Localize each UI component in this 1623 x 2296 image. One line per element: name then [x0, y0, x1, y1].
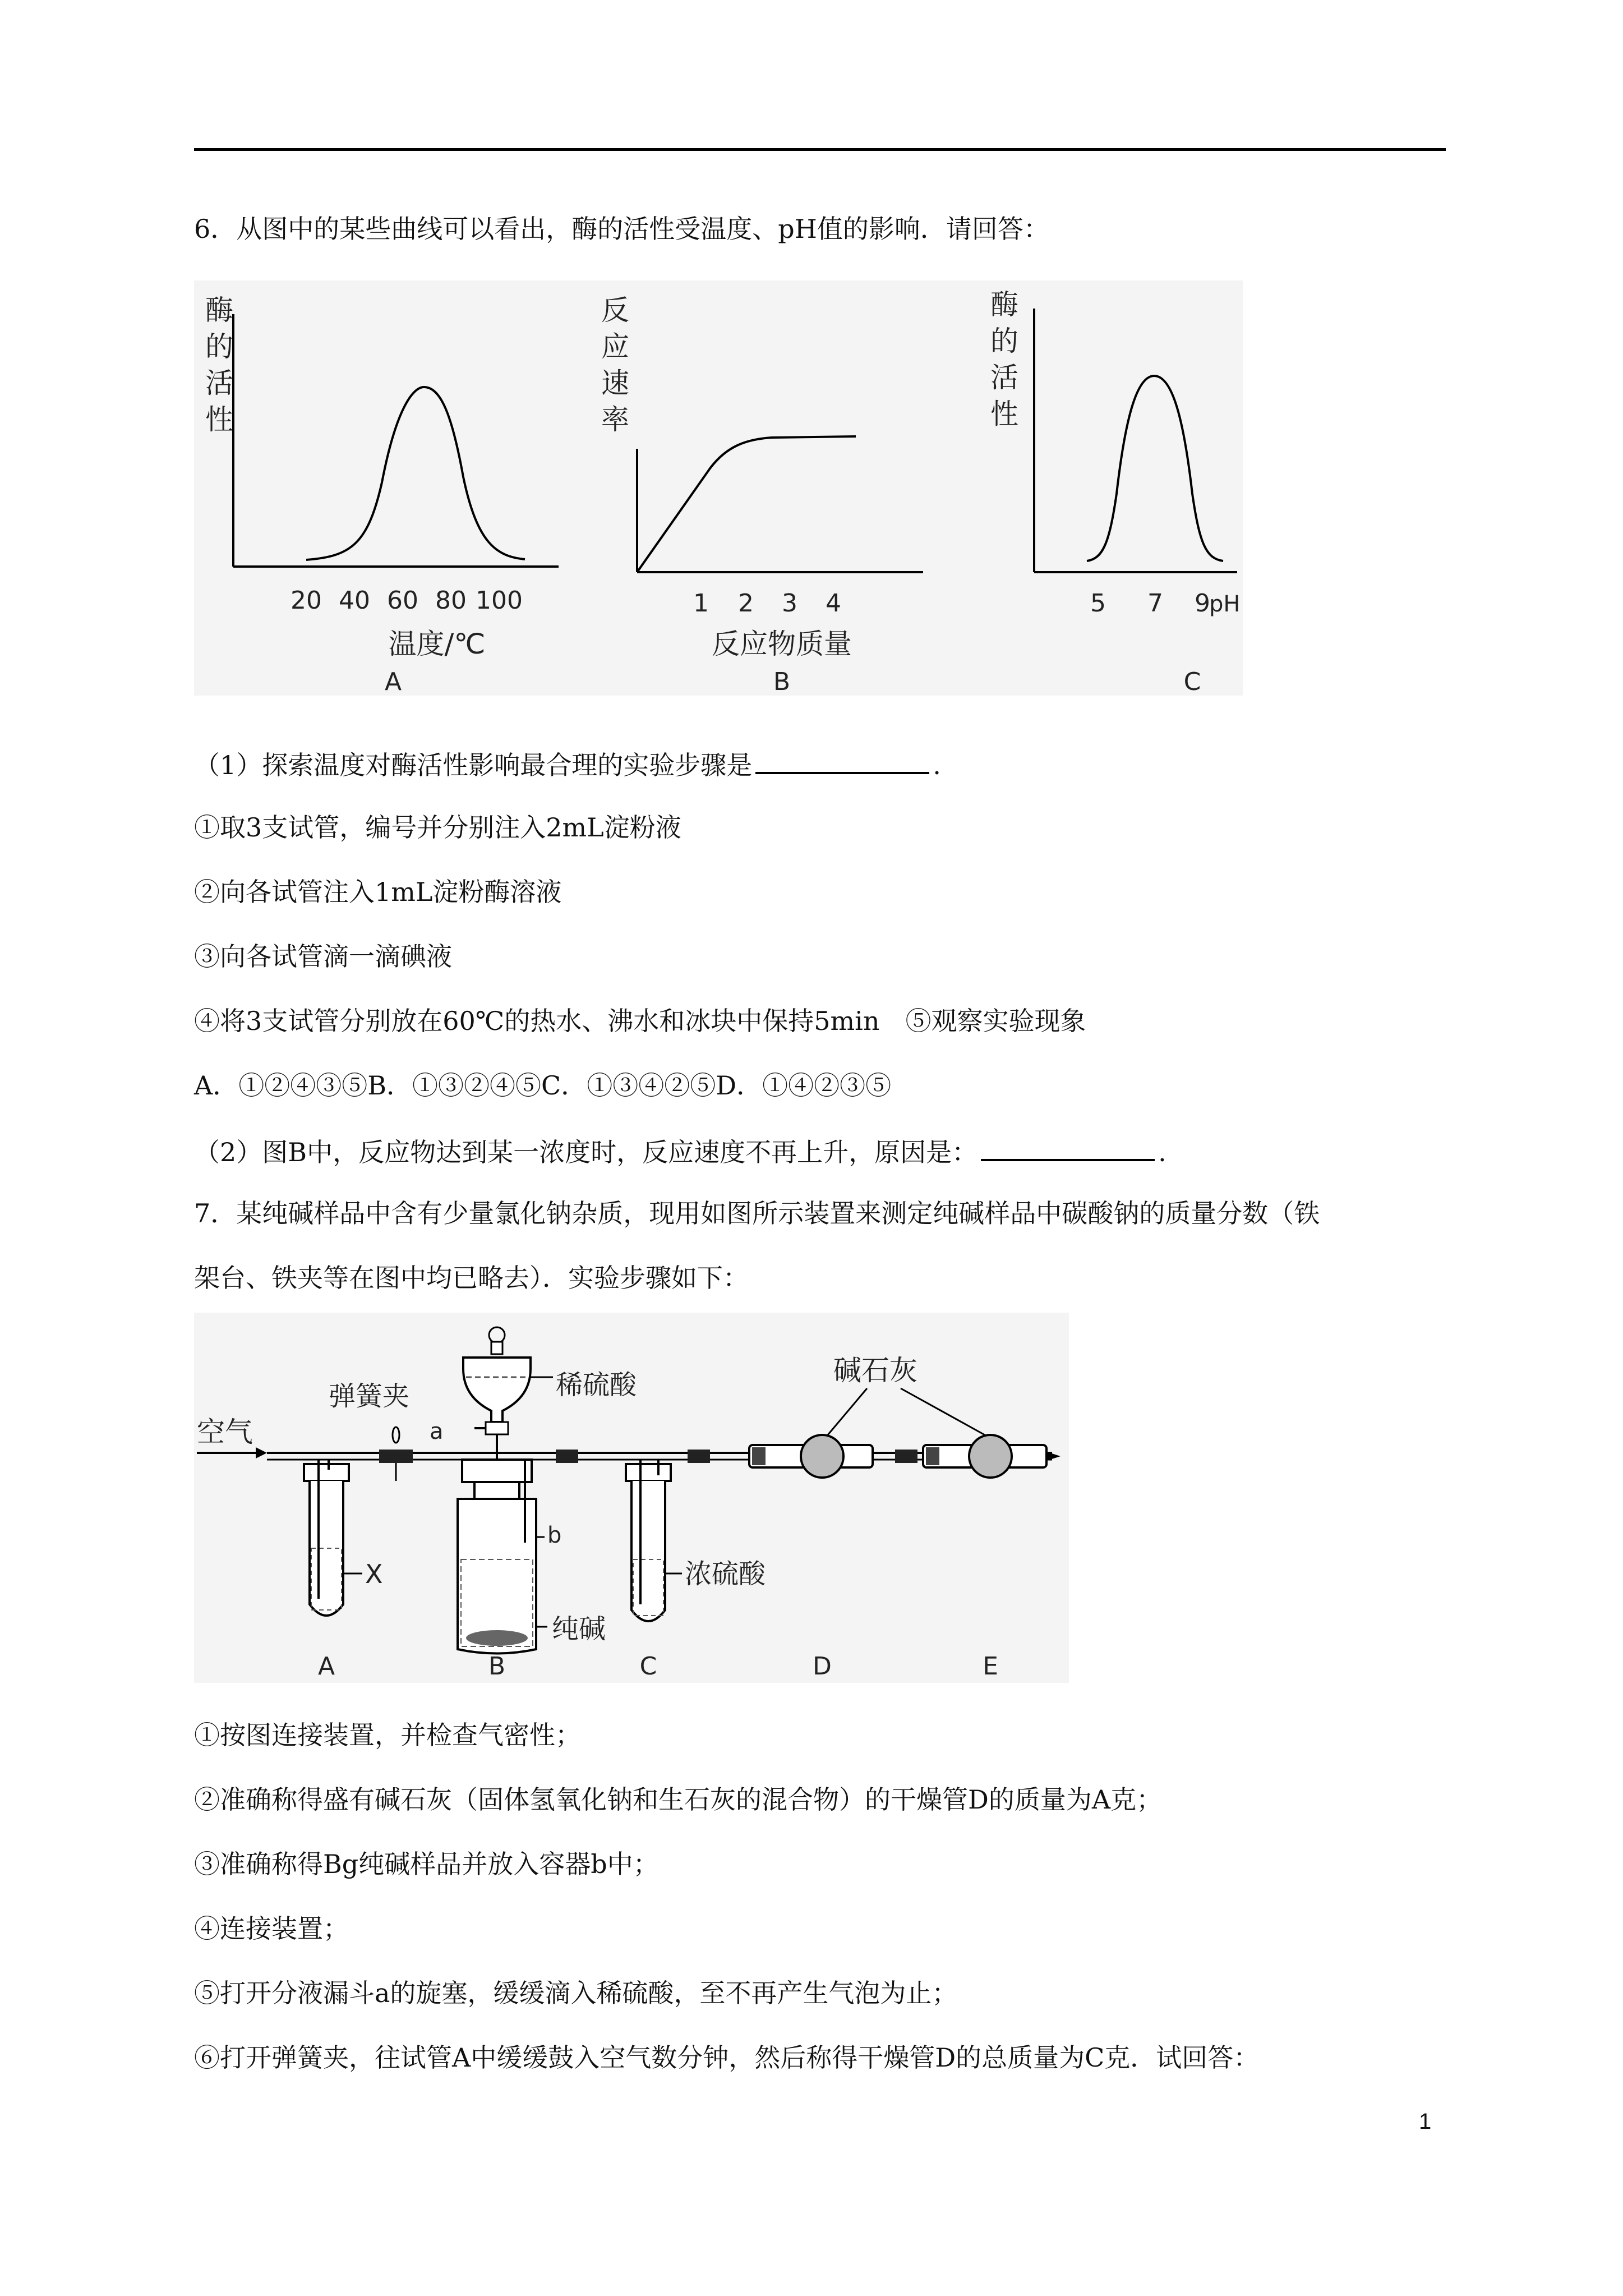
caption-a: A: [317, 1652, 335, 1681]
chart-c-ylabel-4: 性: [990, 398, 1018, 430]
q6-options: A．①②④③⑤B．①③②④⑤C．①③④②⑤D．①④②③⑤: [194, 1070, 892, 1101]
chart-c-tick: 5: [1090, 589, 1106, 618]
q6-part1-text: （1）探索温度对酶活性影响最合理的实验步骤是: [194, 750, 753, 780]
connector-1: [556, 1450, 578, 1463]
chart-a-tick: 20: [291, 586, 322, 615]
q7-step-4: ④连接装置；: [194, 1913, 349, 1944]
q6-step-1: ①取3支试管，编号并分别注入2mL淀粉液: [194, 812, 681, 843]
q6-part1: [194, 746, 941, 782]
caption-e: E: [983, 1652, 998, 1681]
air-arrowhead: [256, 1447, 267, 1458]
separatory-funnel: [430, 1327, 637, 1526]
chart-a-caption: A: [384, 668, 402, 696]
q7-stem-line1: 7．某纯碱样品中含有少量氯化钠杂质，现用如图所示装置来测定纯碱样品中碳酸钠的质量分数（铁: [194, 1198, 1320, 1228]
chart-a-ylabel-4: 性: [205, 403, 233, 436]
enzyme-curves-svg: [194, 280, 1243, 696]
q7-stem-line2: 架台、铁夹等在图中均已略去）．实验步骤如下：: [194, 1263, 749, 1293]
drying-tube-d: [749, 1435, 873, 1478]
chart-a-xlabel: 温度/℃: [388, 628, 486, 660]
chart-a-ylabel-3: 活: [205, 367, 233, 399]
q6-part2-text: （2）图B中，反应物达到某一浓度时，反应速度不再上升，原因是：: [194, 1137, 978, 1167]
q7-step-6: ⑥打开弹簧夹，往试管A中缓缓鼓入空气数分钟，然后称得干燥管D的总质量为C克．试回答：: [194, 2042, 1260, 2073]
chart-a-tick: 60: [387, 586, 418, 615]
q6-step-2: ②向各试管注入1mL淀粉酶溶液: [194, 877, 562, 907]
q7-step-1: ①按图连接装置，并检查气密性；: [194, 1720, 581, 1750]
soda-pile: [466, 1630, 528, 1646]
figure-enzyme-curves: [194, 280, 1243, 696]
q7-step-2: ②准确称得盛有碱石灰（固体氢氧化钠和生石灰的混合物）的干燥管D的质量为A克；: [194, 1784, 1163, 1815]
connector-2: [688, 1450, 710, 1463]
chart-b-xlabel: 反应物质量: [712, 628, 852, 660]
clip-spring-icon: [393, 1427, 399, 1443]
bottle-b: [458, 1460, 606, 1654]
q6-step-3: ③向各试管滴一滴碘液: [194, 941, 452, 972]
chart-c-ylabel-1: 酶: [990, 288, 1018, 321]
q6-part2: [194, 1133, 1166, 1169]
test-tube-c: [626, 1460, 766, 1621]
q7-step-5: ⑤打开分液漏斗a的旋塞，缓缓滴入稀硫酸，至不再产生气泡为止；: [194, 1978, 958, 2008]
q6-part2-end: .: [1158, 1137, 1166, 1167]
caption-c: C: [639, 1652, 657, 1681]
label-b: b: [547, 1522, 562, 1548]
label-lime: 碱石灰: [833, 1354, 917, 1387]
chart-b-tick: 1: [693, 589, 709, 618]
test-tube-a: [304, 1460, 383, 1616]
q6-stem: 6．从图中的某些曲线可以看出，酶的活性受温度、pH值的影响．请回答：: [194, 214, 1049, 244]
chart-b-ylabel-4: 率: [601, 403, 629, 436]
page-number: 1: [1419, 2109, 1432, 2134]
label-a: a: [430, 1419, 444, 1444]
chart-c-ylabel-2: 的: [990, 325, 1018, 357]
apparatus-svg: [194, 1313, 1069, 1683]
chart-b-tick: 4: [826, 589, 841, 618]
chart-a-ylabel-2: 的: [205, 330, 233, 363]
chart-a-curve: [306, 387, 525, 560]
chart-c-caption: C: [1183, 668, 1201, 696]
chart-b-curve: [637, 436, 856, 572]
chart-c-tick: 9: [1195, 589, 1210, 618]
chart-a: [205, 294, 559, 696]
figure-apparatus: [194, 1313, 1069, 1683]
lime-pointer-2: [901, 1388, 985, 1435]
chart-a-tick: 80: [435, 586, 467, 615]
q6-part1-end: .: [933, 750, 941, 780]
chart-a-ylabel-1: 酶: [205, 294, 233, 326]
caption-d: D: [813, 1652, 832, 1681]
label-air: 空气: [197, 1416, 253, 1448]
lime-pointer-1: [828, 1388, 867, 1435]
chart-a-tick: 100: [476, 586, 523, 615]
chart-c-curve: [1087, 376, 1223, 561]
chart-c-ylabel-3: 活: [990, 361, 1018, 394]
clip-body: [379, 1450, 413, 1463]
answer-blank-2[interactable]: [981, 1133, 1155, 1161]
chart-b-ylabel-3: 速: [601, 367, 629, 399]
label-x: X: [365, 1559, 383, 1589]
answer-blank-1[interactable]: [755, 746, 929, 774]
header-rule: [194, 148, 1446, 151]
chart-b-tick: 3: [782, 589, 797, 618]
q6-step-4: ④将3支试管分别放在60℃的热水、沸水和冰块中保持5min ⑤观察实验现象: [194, 1006, 1086, 1036]
label-clip: 弹簧夹: [329, 1381, 410, 1412]
label-h2so4: 浓硫酸: [685, 1558, 766, 1590]
drying-tube-e: [923, 1435, 1061, 1478]
q7-step-3: ③准确称得Bg纯碱样品并放入容器b中；: [194, 1849, 659, 1879]
chart-b: [601, 294, 923, 696]
chart-b-caption: B: [773, 668, 791, 696]
chart-b-ylabel-1: 反: [601, 294, 629, 326]
connector-4: [895, 1450, 917, 1463]
chart-b-ylabel-2: 应: [601, 330, 629, 363]
label-soda: 纯碱: [552, 1613, 606, 1645]
chart-c-xlabel: pH: [1209, 591, 1241, 617]
chart-b-tick: 2: [738, 589, 754, 618]
chart-c-tick: 7: [1147, 589, 1163, 618]
label-acid: 稀硫酸: [556, 1369, 637, 1401]
chart-c: [990, 288, 1240, 696]
caption-b: B: [488, 1652, 506, 1681]
chart-a-tick: 40: [339, 586, 370, 615]
